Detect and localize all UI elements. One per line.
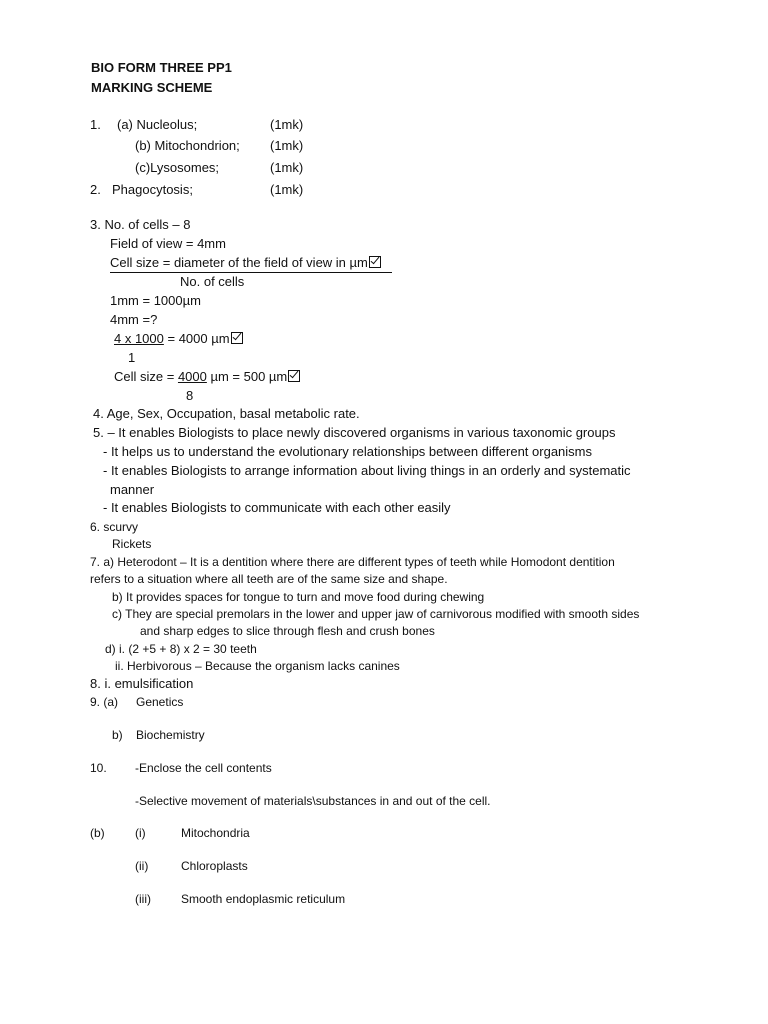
- q7-line-7: ii. Herbivorous – Because the organism lacks canines: [115, 659, 400, 673]
- q5-line-1: 5. – It enables Biologists to place newly discovered organisms in various taxonomic groups: [93, 425, 616, 440]
- q10-number: 10.: [90, 761, 107, 775]
- q1-a-marks: (1mk): [270, 117, 304, 132]
- q8-answer: 8. i. emulsification: [90, 676, 194, 691]
- q3-line-field: Field of view = 4mm: [110, 236, 226, 251]
- q7-line-1: 7. a) Heterodont – It is a dentition where there are different types of teeth while Homodont dentition: [90, 555, 615, 569]
- q10-line-2: -Selective movement of materials\substances in and out of the cell.: [135, 794, 491, 808]
- q1-c-marks: (1mk): [270, 160, 304, 175]
- q3-formula-denominator: No. of cells: [180, 274, 245, 289]
- q10-b-i-answer: Mitochondria: [181, 826, 250, 840]
- q3-formula-numerator: Cell size = diameter of the field of view in µm: [110, 255, 381, 271]
- q7-line-4: c) They are special premolars in the lower and upper jaw of carnivorous modified with smooth sides: [112, 607, 640, 621]
- q7-line-6: d) i. (2 +5 + 8) x 2 = 30 teeth: [105, 642, 257, 656]
- q9-b-answer: Biochemistry: [136, 728, 205, 742]
- q3-conversion: 1mm = 1000µm: [110, 293, 201, 308]
- q3-line-cells: 3. No. of cells – 8: [90, 217, 191, 232]
- q1-b-marks: (1mk): [270, 138, 304, 153]
- tick-mark-icon: [369, 256, 381, 268]
- q10-line-1: -Enclose the cell contents: [135, 761, 272, 775]
- q1-c: (c)Lysosomes;: [135, 160, 220, 175]
- q3-question: 4mm =?: [110, 312, 158, 327]
- q5-line-2: - It helps us to understand the evolutionary relationships between different organisms: [103, 444, 592, 459]
- q1-number: 1.: [90, 117, 101, 132]
- q9-number: 9. (a): [90, 695, 119, 709]
- q1-a: (a) Nucleolus;: [117, 117, 198, 132]
- q10-b-i-label: (i): [135, 826, 146, 840]
- q5-line-5: - It enables Biologists to communicate with each other easily: [103, 500, 451, 515]
- q9-a-answer: Genetics: [136, 695, 184, 709]
- q1-b: (b) Mitochondrion;: [135, 138, 240, 153]
- document-subtitle: MARKING SCHEME: [91, 80, 213, 95]
- document-title: BIO FORM THREE PP1: [91, 60, 232, 75]
- tick-mark-icon: [231, 332, 243, 344]
- q3-calc-1-denominator: 1: [128, 350, 136, 365]
- q3-calc-1: 4 x 1000 = 4000 µm: [114, 331, 243, 347]
- q10-b-iii-answer: Smooth endoplasmic reticulum: [181, 892, 346, 906]
- q10-b-ii-label: (ii): [135, 859, 149, 873]
- q2-marks: (1mk): [270, 182, 304, 197]
- q7-line-2: refers to a situation where all teeth are of the same size and shape.: [90, 572, 448, 586]
- q9-b-label: b): [112, 728, 123, 742]
- q10-b-iii-label: (iii): [135, 892, 151, 906]
- q7-line-3: b) It provides spaces for tongue to turn and move food during chewing: [112, 590, 485, 604]
- q3-calc-2: Cell size = 4000 µm = 500 µm: [114, 369, 300, 385]
- q5-line-3: - It enables Biologists to arrange information about living things in an orderly and systematic: [103, 463, 631, 478]
- q7-line-5: and sharp edges to slice through flesh and crush bones: [140, 624, 435, 638]
- q6-answer-1: 6. scurvy: [90, 520, 139, 534]
- q4-answer: 4. Age, Sex, Occupation, basal metabolic rate.: [93, 406, 360, 421]
- q5-line-4: manner: [110, 482, 155, 497]
- q3-calc-2-denominator: 8: [186, 388, 194, 403]
- fraction-bar: [110, 272, 392, 273]
- q10-b-label: (b): [90, 826, 105, 840]
- q2-answer: Phagocytosis;: [112, 182, 193, 197]
- q10-b-ii-answer: Chloroplasts: [181, 859, 248, 873]
- q6-answer-2: Rickets: [112, 537, 152, 551]
- q2-number: 2.: [90, 182, 101, 197]
- tick-mark-icon: [288, 370, 300, 382]
